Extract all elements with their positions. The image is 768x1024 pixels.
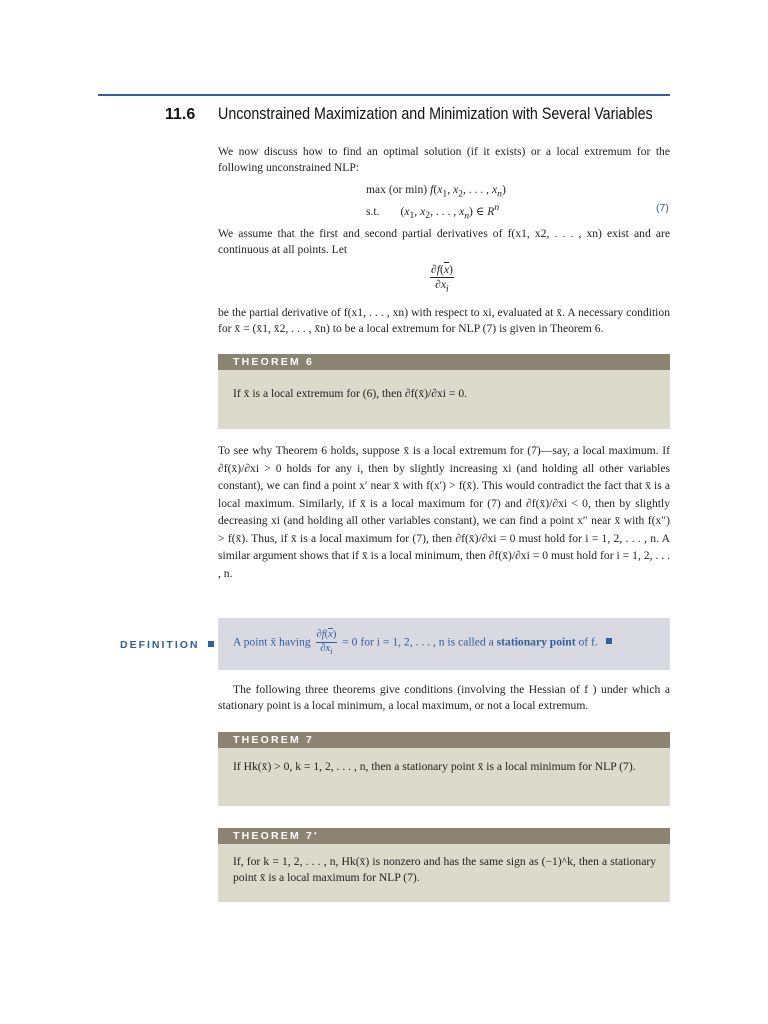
theorem7p-body: If, for k = 1, 2, . . . , n, Hk(x̄) is nonzero and has the same sign as (−1)^k, then a stationary point x̄ is a local maximum for NLP (7). [233, 855, 656, 884]
nlp-objective-label: max (or min) [366, 183, 428, 196]
nlp-constraint: s.t. ($x_1$, $x_2$, . . . , $x_n$) ∈ $R^n$ [366, 202, 500, 222]
definition-term: stationary point [496, 635, 576, 649]
section-number: 11.6 [165, 106, 196, 123]
nlp-st-label: s.t. [366, 204, 380, 218]
section-rule [98, 94, 670, 96]
theorem6-box [218, 370, 670, 429]
theorem7p-header [218, 828, 670, 844]
definition-text-after: of f. [578, 635, 598, 649]
definition-end-square-icon [606, 638, 612, 644]
definition-text-middle: = 0 for i = 1, 2, . . . , n is called a [342, 635, 494, 649]
theorem6-header [218, 354, 670, 370]
theorem6-body: If x̄ is a local extremum for (6), then ∂f(x̄)/∂xi = 0. [233, 387, 468, 400]
theorem7p-box [218, 844, 670, 902]
theorem7-header [218, 732, 670, 748]
equation-number: (7) [656, 202, 669, 214]
theorem7-header-label: THEOREM 7 [233, 734, 315, 746]
following-paragraph: The following three theorems give conditions (involving the Hessian of f ) under which a stationary point is a local minimum, a local maximum, or not a local extremum. [218, 683, 670, 712]
definition-fraction: $\frac{\partial f(\overline{x})}{\partial x_i}$ [316, 629, 337, 656]
why-paragraph: To see why Theorem 6 holds, suppose x̄ is a local extremum for (7)—say, a local maximum. If ∂f(x̄)/∂xi > 0 holds for any i, then by slightly increasing xi (and holding all other variables constant), we can find a point x′ near x̄ with f(x′) > f(x̄). This would contradict the fact that x̄ is a local maximum. Similarly, if x̄ is a local maximum for (7) and ∂f(x̄)/∂xi < 0, then by slightly decreasing xi (and holding all other variables constant), we can find a point x″ near x̄ with f(x″) > f(x̄). Thus, if x̄ is a local maximum for (7), then ∂f(x̄)/∂xi = 0 must hold for i = 1, 2, . . . , n. A similar argument shows that if x̄ is a local minimum, then ∂f(x̄)/∂xi = 0 must hold for i = 1, 2, . . . , n. [218, 444, 670, 580]
theorem6-header-label: THEOREM 6 [233, 356, 315, 368]
definition-box [218, 618, 670, 670]
theorem7-body: If Hk(x̄) > 0, k = 1, 2, . . . , n, then a stationary point x̄ is a local minimum for NLP (7). [233, 760, 636, 773]
definition-square-icon [208, 641, 214, 647]
assume-paragraph: We assume that the first and second partial derivatives of f(x1, x2, . . . , xn) exist and are continuous at all points. Let [218, 227, 670, 256]
partial-paragraph: be the partial derivative of f(x1, . . . , xn) with respect to xi, evaluated at x̄. A necessary condition for x̄ = (x̄1, x̄2, . . . , x̄n) to be a local extremum for NLP (7) is given in Theorem 6. [218, 306, 670, 335]
definition-label-text: DEFINITION [120, 639, 200, 651]
definition-text-before: A point x̄ having [233, 635, 311, 649]
definition-text [233, 630, 660, 655]
definition-label [120, 639, 214, 651]
nlp-objective: max (or min) $f(x_1$, $x_2$, . . . , $x_n$) [366, 183, 506, 200]
theorem7p-header-label: THEOREM 7′ [233, 830, 319, 842]
intro-paragraph: We now discuss how to find an optimal solution (if it exists) or a local extremum for the following unconstrained NLP: [218, 145, 670, 174]
theorem7-box [218, 748, 670, 806]
section-title: Unconstrained Maximization and Minimization with Several Variables [218, 104, 653, 123]
partial-derivative-display: $\frac{\partial f(\overline{x})}{\partial x_i}$ [431, 263, 453, 294]
